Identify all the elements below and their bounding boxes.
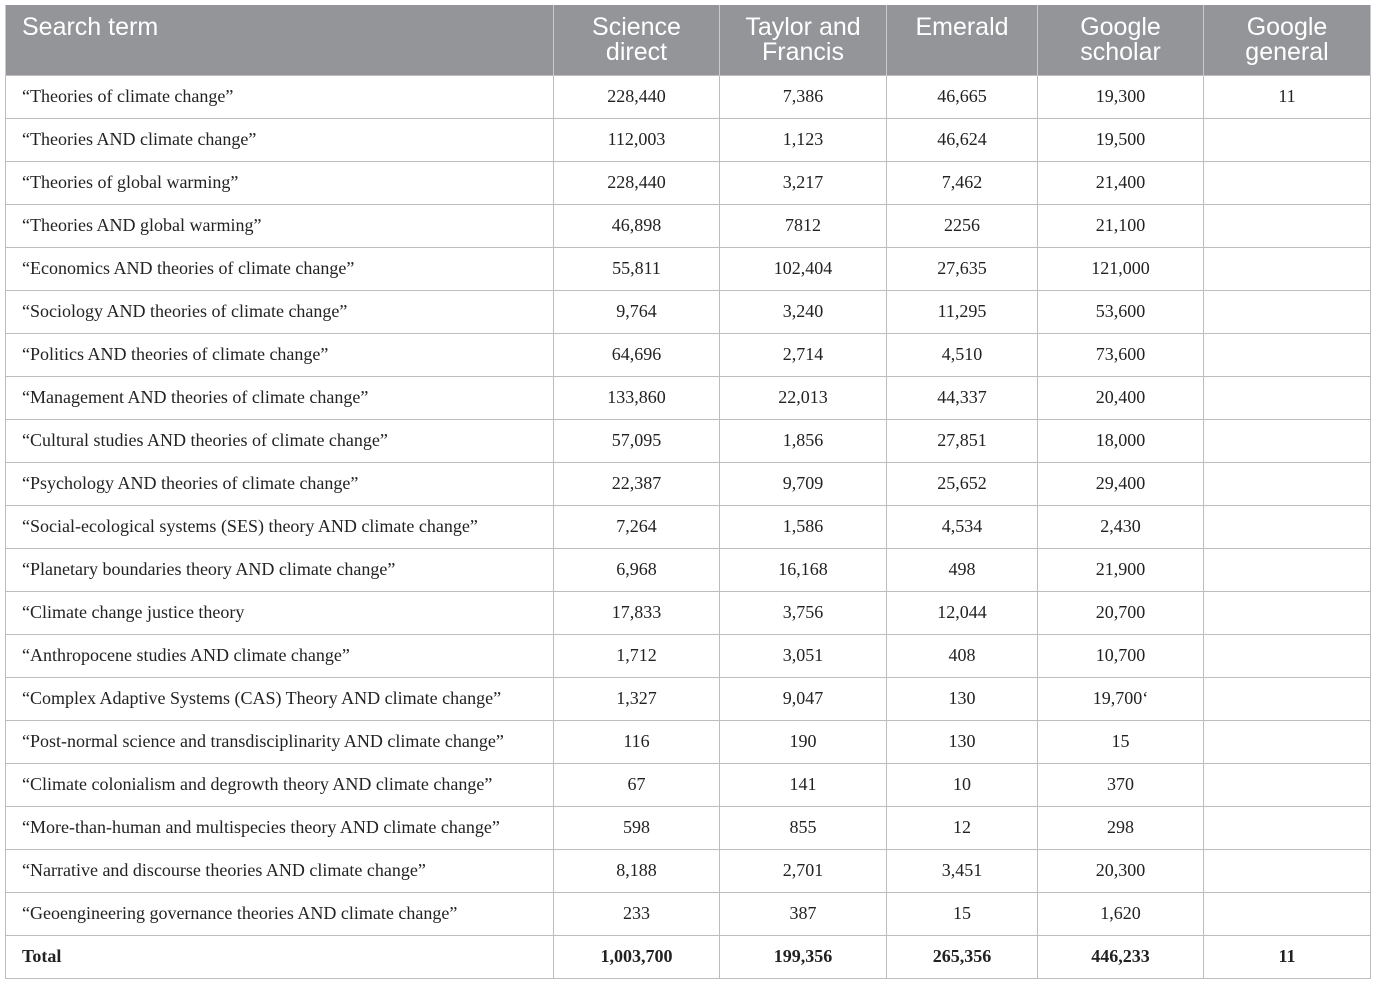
- total-row: [6, 935, 1371, 978]
- count-cell: 498: [887, 548, 1038, 591]
- count-cell: 12,044: [887, 591, 1038, 634]
- header-line: Francis: [762, 38, 844, 66]
- count-cell: 2256: [887, 204, 1038, 247]
- count-cell: 9,047: [720, 677, 887, 720]
- count-cell: 22,387: [554, 462, 720, 505]
- count-cell: 4,510: [887, 333, 1038, 376]
- count-cell: [1204, 161, 1371, 204]
- count-cell: 12: [887, 806, 1038, 849]
- count-cell: 46,665: [887, 75, 1038, 118]
- count-cell: 1,123: [720, 118, 887, 161]
- count-cell: [1204, 634, 1371, 677]
- header-line: scholar: [1080, 38, 1161, 66]
- count-cell: 53,600: [1038, 290, 1204, 333]
- table-row: [6, 290, 1371, 333]
- count-cell: 598: [554, 806, 720, 849]
- table-body: [6, 75, 1371, 978]
- table-row: [6, 161, 1371, 204]
- count-cell: 3,756: [720, 591, 887, 634]
- count-cell: [1204, 290, 1371, 333]
- count-cell: [1204, 720, 1371, 763]
- count-cell: 57,095: [554, 419, 720, 462]
- search-term-cell: “Geoengineering governance theories AND climate change”: [6, 892, 554, 935]
- total-cell: 446,233: [1038, 935, 1204, 978]
- table-row: [6, 806, 1371, 849]
- count-cell: [1204, 892, 1371, 935]
- count-cell: 10,700: [1038, 634, 1204, 677]
- count-cell: 387: [720, 892, 887, 935]
- count-cell: 1,586: [720, 505, 887, 548]
- search-term-cell: “Cultural studies AND theories of climate change”: [6, 419, 554, 462]
- count-cell: 121,000: [1038, 247, 1204, 290]
- search-term-cell: “Theories of climate change”: [6, 75, 554, 118]
- count-cell: 7,264: [554, 505, 720, 548]
- count-cell: 21,900: [1038, 548, 1204, 591]
- count-cell: 46,624: [887, 118, 1038, 161]
- count-cell: 2,714: [720, 333, 887, 376]
- table-row: [6, 376, 1371, 419]
- count-cell: 855: [720, 806, 887, 849]
- count-cell: 25,652: [887, 462, 1038, 505]
- table-row: [6, 333, 1371, 376]
- count-cell: 133,860: [554, 376, 720, 419]
- count-cell: 1,712: [554, 634, 720, 677]
- count-cell: 20,700: [1038, 591, 1204, 634]
- column-header-search-term: [6, 5, 554, 75]
- column-header-google-scholar: [1038, 5, 1204, 75]
- count-cell: 102,404: [720, 247, 887, 290]
- total-cell: 265,356: [887, 935, 1038, 978]
- table-row: [6, 849, 1371, 892]
- count-cell: 44,337: [887, 376, 1038, 419]
- table-row: [6, 892, 1371, 935]
- count-cell: 228,440: [554, 161, 720, 204]
- count-cell: 11: [1204, 75, 1371, 118]
- count-cell: 73,600: [1038, 333, 1204, 376]
- count-cell: 141: [720, 763, 887, 806]
- count-cell: 10: [887, 763, 1038, 806]
- count-cell: [1204, 247, 1371, 290]
- count-cell: 19,500: [1038, 118, 1204, 161]
- count-cell: 7,386: [720, 75, 887, 118]
- search-term-cell: “Theories of global warming”: [6, 161, 554, 204]
- count-cell: 3,051: [720, 634, 887, 677]
- table-row: [6, 462, 1371, 505]
- table-row: [6, 677, 1371, 720]
- count-cell: 46,898: [554, 204, 720, 247]
- column-header-taylor-and-francis: [720, 5, 887, 75]
- header-line: Taylor and: [745, 13, 861, 41]
- column-header-science-direct: [554, 5, 720, 75]
- search-term-cell: “Psychology AND theories of climate change”: [6, 462, 554, 505]
- search-results-table: [5, 5, 1371, 979]
- count-cell: 27,635: [887, 247, 1038, 290]
- count-cell: 67: [554, 763, 720, 806]
- header-line: Emerald: [915, 13, 1009, 41]
- count-cell: 190: [720, 720, 887, 763]
- count-cell: [1204, 462, 1371, 505]
- count-cell: 11,295: [887, 290, 1038, 333]
- search-term-cell: “Management AND theories of climate change”: [6, 376, 554, 419]
- count-cell: [1204, 763, 1371, 806]
- count-cell: [1204, 806, 1371, 849]
- header-line: Google: [1080, 13, 1161, 41]
- search-term-cell: “Post-normal science and transdisciplinarity AND climate change”: [6, 720, 554, 763]
- count-cell: [1204, 505, 1371, 548]
- count-cell: 19,700‘: [1038, 677, 1204, 720]
- count-cell: 9,709: [720, 462, 887, 505]
- column-header-google-general: [1204, 5, 1371, 75]
- search-term-cell: “Politics AND theories of climate change”: [6, 333, 554, 376]
- search-term-cell: “Climate colonialism and degrowth theory AND climate change”: [6, 763, 554, 806]
- total-label: Total: [6, 935, 554, 978]
- count-cell: 18,000: [1038, 419, 1204, 462]
- table-row: [6, 505, 1371, 548]
- count-cell: [1204, 591, 1371, 634]
- count-cell: 298: [1038, 806, 1204, 849]
- total-cell: 199,356: [720, 935, 887, 978]
- count-cell: 1,856: [720, 419, 887, 462]
- header-line: Google: [1246, 13, 1328, 41]
- table-row: [6, 591, 1371, 634]
- table-row: [6, 204, 1371, 247]
- count-cell: 408: [887, 634, 1038, 677]
- count-cell: 9,764: [554, 290, 720, 333]
- count-cell: 21,100: [1038, 204, 1204, 247]
- table-row: [6, 75, 1371, 118]
- search-term-cell: “Sociology AND theories of climate change”: [6, 290, 554, 333]
- count-cell: 130: [887, 677, 1038, 720]
- table-row: [6, 763, 1371, 806]
- count-cell: 4,534: [887, 505, 1038, 548]
- count-cell: [1204, 548, 1371, 591]
- table-row: [6, 247, 1371, 290]
- search-term-cell: “Planetary boundaries theory AND climate change”: [6, 548, 554, 591]
- search-term-cell: “Theories AND climate change”: [6, 118, 554, 161]
- count-cell: 3,217: [720, 161, 887, 204]
- search-term-cell: “Economics AND theories of climate change”: [6, 247, 554, 290]
- count-cell: 55,811: [554, 247, 720, 290]
- count-cell: 17,833: [554, 591, 720, 634]
- count-cell: 19,300: [1038, 75, 1204, 118]
- count-cell: 16,168: [720, 548, 887, 591]
- count-cell: 7,462: [887, 161, 1038, 204]
- header-line: general: [1245, 38, 1329, 66]
- count-cell: 1,620: [1038, 892, 1204, 935]
- count-cell: 8,188: [554, 849, 720, 892]
- search-term-cell: “Theories AND global warming”: [6, 204, 554, 247]
- header-line: Science: [592, 13, 681, 41]
- search-term-cell: “More-than-human and multispecies theory AND climate change”: [6, 806, 554, 849]
- count-cell: 233: [554, 892, 720, 935]
- search-term-cell: “Climate change justice theory: [6, 591, 554, 634]
- count-cell: [1204, 333, 1371, 376]
- table-row: [6, 548, 1371, 591]
- count-cell: 228,440: [554, 75, 720, 118]
- table-row: [6, 720, 1371, 763]
- search-term-cell: “Social-ecological systems (SES) theory AND climate change”: [6, 505, 554, 548]
- header-line: direct: [605, 38, 668, 66]
- count-cell: 130: [887, 720, 1038, 763]
- count-cell: 64,696: [554, 333, 720, 376]
- search-term-cell: “Narrative and discourse theories AND climate change”: [6, 849, 554, 892]
- table-row: [6, 118, 1371, 161]
- count-cell: 112,003: [554, 118, 720, 161]
- count-cell: 29,400: [1038, 462, 1204, 505]
- count-cell: 2,701: [720, 849, 887, 892]
- total-cell: 1,003,700: [554, 935, 720, 978]
- count-cell: 21,400: [1038, 161, 1204, 204]
- count-cell: [1204, 376, 1371, 419]
- count-cell: 22,013: [720, 376, 887, 419]
- count-cell: 116: [554, 720, 720, 763]
- count-cell: 6,968: [554, 548, 720, 591]
- count-cell: [1204, 419, 1371, 462]
- column-header-emerald: [887, 5, 1038, 75]
- count-cell: 3,451: [887, 849, 1038, 892]
- count-cell: [1204, 118, 1371, 161]
- count-cell: 3,240: [720, 290, 887, 333]
- total-cell: 11: [1204, 935, 1371, 978]
- count-cell: 7812: [720, 204, 887, 247]
- count-cell: [1204, 204, 1371, 247]
- count-cell: 15: [1038, 720, 1204, 763]
- table-row: [6, 419, 1371, 462]
- count-cell: 370: [1038, 763, 1204, 806]
- header-row: [6, 5, 1371, 75]
- count-cell: [1204, 677, 1371, 720]
- count-cell: 20,300: [1038, 849, 1204, 892]
- count-cell: 2,430: [1038, 505, 1204, 548]
- count-cell: 20,400: [1038, 376, 1204, 419]
- count-cell: 1,327: [554, 677, 720, 720]
- table-row: [6, 634, 1371, 677]
- header-line: Search term: [22, 13, 159, 41]
- count-cell: 27,851: [887, 419, 1038, 462]
- count-cell: 15: [887, 892, 1038, 935]
- count-cell: [1204, 849, 1371, 892]
- search-term-cell: “Anthropocene studies AND climate change”: [6, 634, 554, 677]
- search-term-cell: “Complex Adaptive Systems (CAS) Theory AND climate change”: [6, 677, 554, 720]
